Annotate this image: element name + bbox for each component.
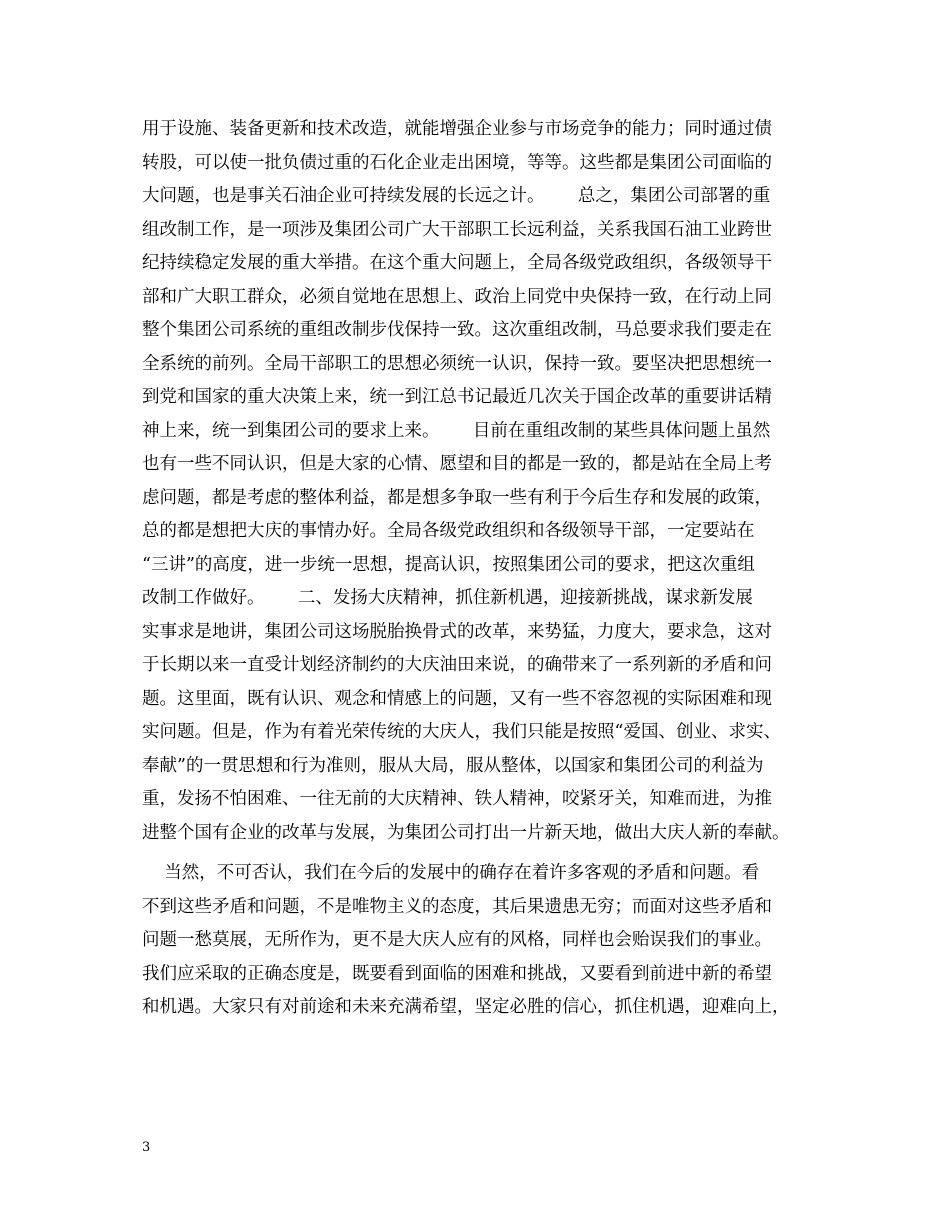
text-line: 实问题。但是，作为有着光荣传统的大庆人，我们只能是按照“爱国、创业、求实、 xyxy=(142,722,781,742)
text-line: 实事求是地讲，集团公司这场脱胎换骨式的改革，来势猛，力度大，要求急，这对 xyxy=(142,621,772,642)
text-line: 问题一愁莫展，无所作为，更不是大庆人应有的风格，同样也会贻误我们的事业。 xyxy=(142,930,772,950)
text-line: 全系统的前列。全局干部职工的思想必须统一认识，保持一致。要坚决把思想统一 xyxy=(142,353,772,374)
text-line: 纪持续稳定发展的重大举措。在这个重大问题上，全局各级党政组织，各级领导干 xyxy=(142,253,772,273)
text-line: 虑问题，都是考虑的整体利益，都是想多争取一些有利于今后生存和发展的政策， xyxy=(142,487,772,508)
body-text xyxy=(142,113,822,1025)
text-line: 进整个国有企业的改革与发展，为集团公司打出一片新天地，做出大庆人新的奉献。 xyxy=(142,822,790,843)
text-line: 总的都是想把大庆的事情办好。全局各级党政组织和各级领导干部，一定要站在 xyxy=(142,521,755,541)
text-line: 也有一些不同认识，但是大家的心情、愿望和目的都是一致的，都是站在全局上考 xyxy=(142,454,772,474)
text-line: 改制工作做好。 二、发扬大庆精神，抓住新机遇，迎接新挑战，谋求新发展 xyxy=(142,588,753,608)
page-number: 3 xyxy=(142,1140,151,1155)
text-line: 用于设施、装备更新和技术改造，就能增强企业参与市场竞争的能力；同时通过债 xyxy=(142,119,772,139)
text-line: 转股，可以使一批负债过重的石化企业走出困境，等等。这些都是集团公司面临的 xyxy=(142,152,772,173)
text-line: 到党和国家的重大决策上来，统一到江总书记最近几次关于国企改革的重要讲话精 xyxy=(142,387,772,407)
text-line: 不到这些矛盾和问题，不是唯物主义的态度，其后果遗患无穷；而面对这些矛盾和 xyxy=(142,896,772,917)
text-line: 我们应采取的正确态度是，既要看到面临的困难和挑战，又要看到前进中新的希望 xyxy=(142,963,772,984)
text-line: 重，发扬不怕困难、一往无前的大庆精神、铁人精神，咬紧牙关，知难而进，为推 xyxy=(142,789,772,809)
text-line: 于长期以来一直受计划经济制约的大庆油田来说，的确带来了一系列新的矛盾和问 xyxy=(142,655,772,675)
text-line: 和机遇。大家只有对前途和未来充满希望，坚定必胜的信心，抓住机遇，迎难向上， xyxy=(142,997,790,1017)
text-line: 大问题，也是事关石油企业可持续发展的长远之计。 总之，集团公司部署的重 xyxy=(142,186,771,206)
text-line: 部和广大职工群众，必须自觉地在思想上、政治上同党中央保持一致，在行动上同 xyxy=(142,286,772,307)
text-line: 奉献”的一贯思想和行为准则，服从大局，服从整体，以国家和集团公司的利益为 xyxy=(142,755,764,776)
text-line: “三讲”的高度，进一步统一思想，提高认识，按照集团公司的要求，把这次重组 xyxy=(142,554,755,575)
text-line: 神上来，统一到集团公司的要求上来。 目前在重组改制的某些具体问题上虽然 xyxy=(142,420,771,441)
text-line: 组改制工作，是一项涉及集团公司广大干部职工长远利益，关系我国石油工业跨世 xyxy=(142,219,772,240)
text-line: 当然，不可否认，我们在今后的发展中的确存在着许多客观的矛盾和问题。看 xyxy=(142,863,760,883)
text-line: 题。这里面，既有认识、观念和情感上的问题，又有一些不容忽视的实际困难和现 xyxy=(142,688,772,709)
text-line: 整个集团公司系统的重组改制步伐保持一致。这次重组改制，马总要求我们要走在 xyxy=(142,320,772,340)
